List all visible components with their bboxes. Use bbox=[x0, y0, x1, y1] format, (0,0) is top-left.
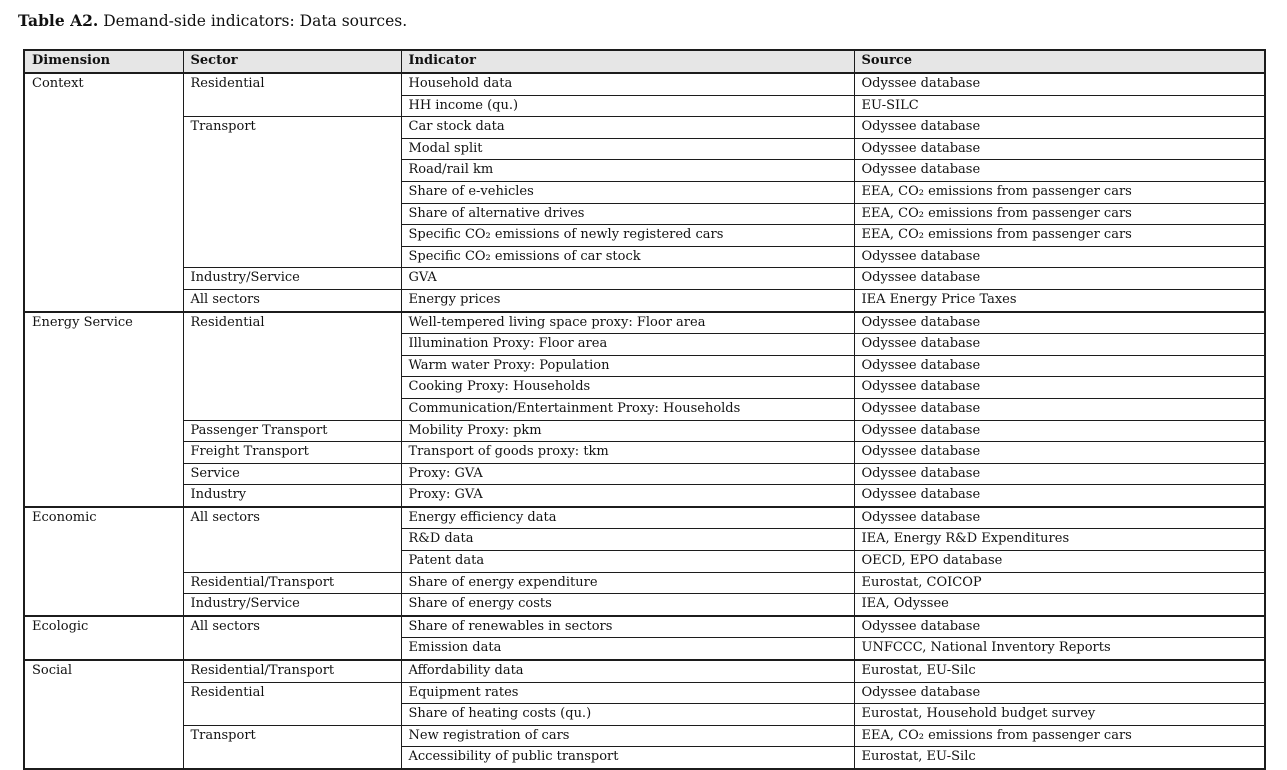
table-row bbox=[24, 725, 1265, 747]
sector-cell: Transport bbox=[183, 725, 401, 769]
source-cell: Odyssee database bbox=[854, 160, 1265, 182]
table-row bbox=[24, 73, 1265, 95]
source-cell: Odyssee database bbox=[854, 442, 1265, 464]
indicator-cell: GVA bbox=[401, 268, 854, 290]
sector-cell: Industry/Service bbox=[183, 268, 401, 290]
indicator-cell: Share of energy costs bbox=[401, 594, 854, 616]
source-cell: Odyssee database bbox=[854, 398, 1265, 420]
indicator-cell: R&D data bbox=[401, 529, 854, 551]
data-sources-table bbox=[23, 49, 1266, 770]
sector-cell: Residential bbox=[183, 312, 401, 420]
header-dimension: Dimension bbox=[24, 50, 183, 73]
indicator-cell: Emission data bbox=[401, 638, 854, 660]
table-row bbox=[24, 507, 1265, 529]
indicator-cell: Proxy: GVA bbox=[401, 463, 854, 485]
table-row bbox=[24, 660, 1265, 682]
source-cell: UNFCCC, National Inventory Reports bbox=[854, 638, 1265, 660]
table-row bbox=[24, 442, 1265, 464]
indicator-cell: Illumination Proxy: Floor area bbox=[401, 334, 854, 356]
source-cell: Odyssee database bbox=[854, 268, 1265, 290]
indicator-cell: Share of energy expenditure bbox=[401, 572, 854, 594]
indicator-cell: Modal split bbox=[401, 138, 854, 160]
source-cell: Odyssee database bbox=[854, 616, 1265, 638]
table-caption-text: Demand-side indicators: Data sources. bbox=[98, 12, 408, 30]
source-cell: OECD, EPO database bbox=[854, 551, 1265, 573]
source-cell: Odyssee database bbox=[854, 312, 1265, 334]
indicator-cell: Equipment rates bbox=[401, 682, 854, 704]
indicator-cell: Specific CO₂ emissions of car stock bbox=[401, 246, 854, 268]
sector-cell: All sectors bbox=[183, 616, 401, 660]
source-cell: Odyssee database bbox=[854, 485, 1265, 507]
indicator-cell: Mobility Proxy: pkm bbox=[401, 420, 854, 442]
indicator-cell: Road/rail km bbox=[401, 160, 854, 182]
source-cell: Odyssee database bbox=[854, 355, 1265, 377]
indicator-cell: Patent data bbox=[401, 551, 854, 573]
header-indicator: Indicator bbox=[401, 50, 854, 73]
indicator-cell: Communication/Entertainment Proxy: Households bbox=[401, 398, 854, 420]
dimension-cell: Ecologic bbox=[24, 616, 183, 660]
table-header-row bbox=[24, 50, 1265, 73]
dimension-cell: Energy Service bbox=[24, 312, 183, 507]
indicator-cell: Car stock data bbox=[401, 117, 854, 139]
indicator-cell: New registration of cars bbox=[401, 725, 854, 747]
table-row bbox=[24, 268, 1265, 290]
dimension-cell: Economic bbox=[24, 507, 183, 616]
table-row bbox=[24, 117, 1265, 139]
source-cell: EEA, CO₂ emissions from passenger cars bbox=[854, 203, 1265, 225]
source-cell: Odyssee database bbox=[854, 138, 1265, 160]
indicator-cell: Cooking Proxy: Households bbox=[401, 377, 854, 399]
dimension-cell: Social bbox=[24, 660, 183, 769]
sector-cell: Passenger Transport bbox=[183, 420, 401, 442]
indicator-cell: Share of alternative drives bbox=[401, 203, 854, 225]
source-cell: Eurostat, EU-Silc bbox=[854, 747, 1265, 769]
source-cell: EEA, CO₂ emissions from passenger cars bbox=[854, 225, 1265, 247]
table-caption-label: Table A2. bbox=[18, 11, 99, 30]
sector-cell: Industry/Service bbox=[183, 594, 401, 616]
indicator-cell: Transport of goods proxy: tkm bbox=[401, 442, 854, 464]
table-row bbox=[24, 463, 1265, 485]
sector-cell: Residential/Transport bbox=[183, 572, 401, 594]
table-row bbox=[24, 594, 1265, 616]
source-cell: Eurostat, EU-Silc bbox=[854, 660, 1265, 682]
source-cell: Odyssee database bbox=[854, 420, 1265, 442]
source-cell: Odyssee database bbox=[854, 507, 1265, 529]
table-row bbox=[24, 572, 1265, 594]
sector-cell: Service bbox=[183, 463, 401, 485]
sector-cell: Transport bbox=[183, 117, 401, 268]
source-cell: IEA Energy Price Taxes bbox=[854, 289, 1265, 311]
table-body bbox=[24, 73, 1265, 769]
source-cell: Odyssee database bbox=[854, 334, 1265, 356]
source-cell: Eurostat, COICOP bbox=[854, 572, 1265, 594]
indicator-cell: Accessibility of public transport bbox=[401, 747, 854, 769]
sector-cell: All sectors bbox=[183, 289, 401, 311]
header-source: Source bbox=[854, 50, 1265, 73]
source-cell: Odyssee database bbox=[854, 463, 1265, 485]
source-cell: IEA, Odyssee bbox=[854, 594, 1265, 616]
indicator-cell: Share of heating costs (qu.) bbox=[401, 704, 854, 726]
table-row bbox=[24, 682, 1265, 704]
indicator-cell: Share of e-vehicles bbox=[401, 181, 854, 203]
table-row bbox=[24, 289, 1265, 311]
source-cell: EU-SILC bbox=[854, 95, 1265, 117]
table-row bbox=[24, 312, 1265, 334]
source-cell: Odyssee database bbox=[854, 117, 1265, 139]
sector-cell: Residential bbox=[183, 682, 401, 725]
sector-cell: Industry bbox=[183, 485, 401, 507]
header-sector: Sector bbox=[183, 50, 401, 73]
indicator-cell: Affordability data bbox=[401, 660, 854, 682]
table-row bbox=[24, 616, 1265, 638]
indicator-cell: Household data bbox=[401, 73, 854, 95]
indicator-cell: Share of renewables in sectors bbox=[401, 616, 854, 638]
source-cell: Eurostat, Household budget survey bbox=[854, 704, 1265, 726]
indicator-cell: Proxy: GVA bbox=[401, 485, 854, 507]
source-cell: IEA, Energy R&D Expenditures bbox=[854, 529, 1265, 551]
sector-cell: Residential bbox=[183, 73, 401, 117]
indicator-cell: Energy efficiency data bbox=[401, 507, 854, 529]
source-cell: Odyssee database bbox=[854, 246, 1265, 268]
source-cell: EEA, CO₂ emissions from passenger cars bbox=[854, 181, 1265, 203]
sector-cell: Freight Transport bbox=[183, 442, 401, 464]
indicator-cell: Warm water Proxy: Population bbox=[401, 355, 854, 377]
table-caption bbox=[18, 11, 407, 30]
indicator-cell: HH income (qu.) bbox=[401, 95, 854, 117]
sector-cell: Residential/Transport bbox=[183, 660, 401, 682]
indicator-cell: Well-tempered living space proxy: Floor area bbox=[401, 312, 854, 334]
table-row bbox=[24, 420, 1265, 442]
source-cell: Odyssee database bbox=[854, 682, 1265, 704]
indicator-cell: Energy prices bbox=[401, 289, 854, 311]
source-cell: EEA, CO₂ emissions from passenger cars bbox=[854, 725, 1265, 747]
indicator-cell: Specific CO₂ emissions of newly registered cars bbox=[401, 225, 854, 247]
source-cell: Odyssee database bbox=[854, 377, 1265, 399]
source-cell: Odyssee database bbox=[854, 73, 1265, 95]
table-row bbox=[24, 485, 1265, 507]
sector-cell: All sectors bbox=[183, 507, 401, 572]
dimension-cell: Context bbox=[24, 73, 183, 312]
